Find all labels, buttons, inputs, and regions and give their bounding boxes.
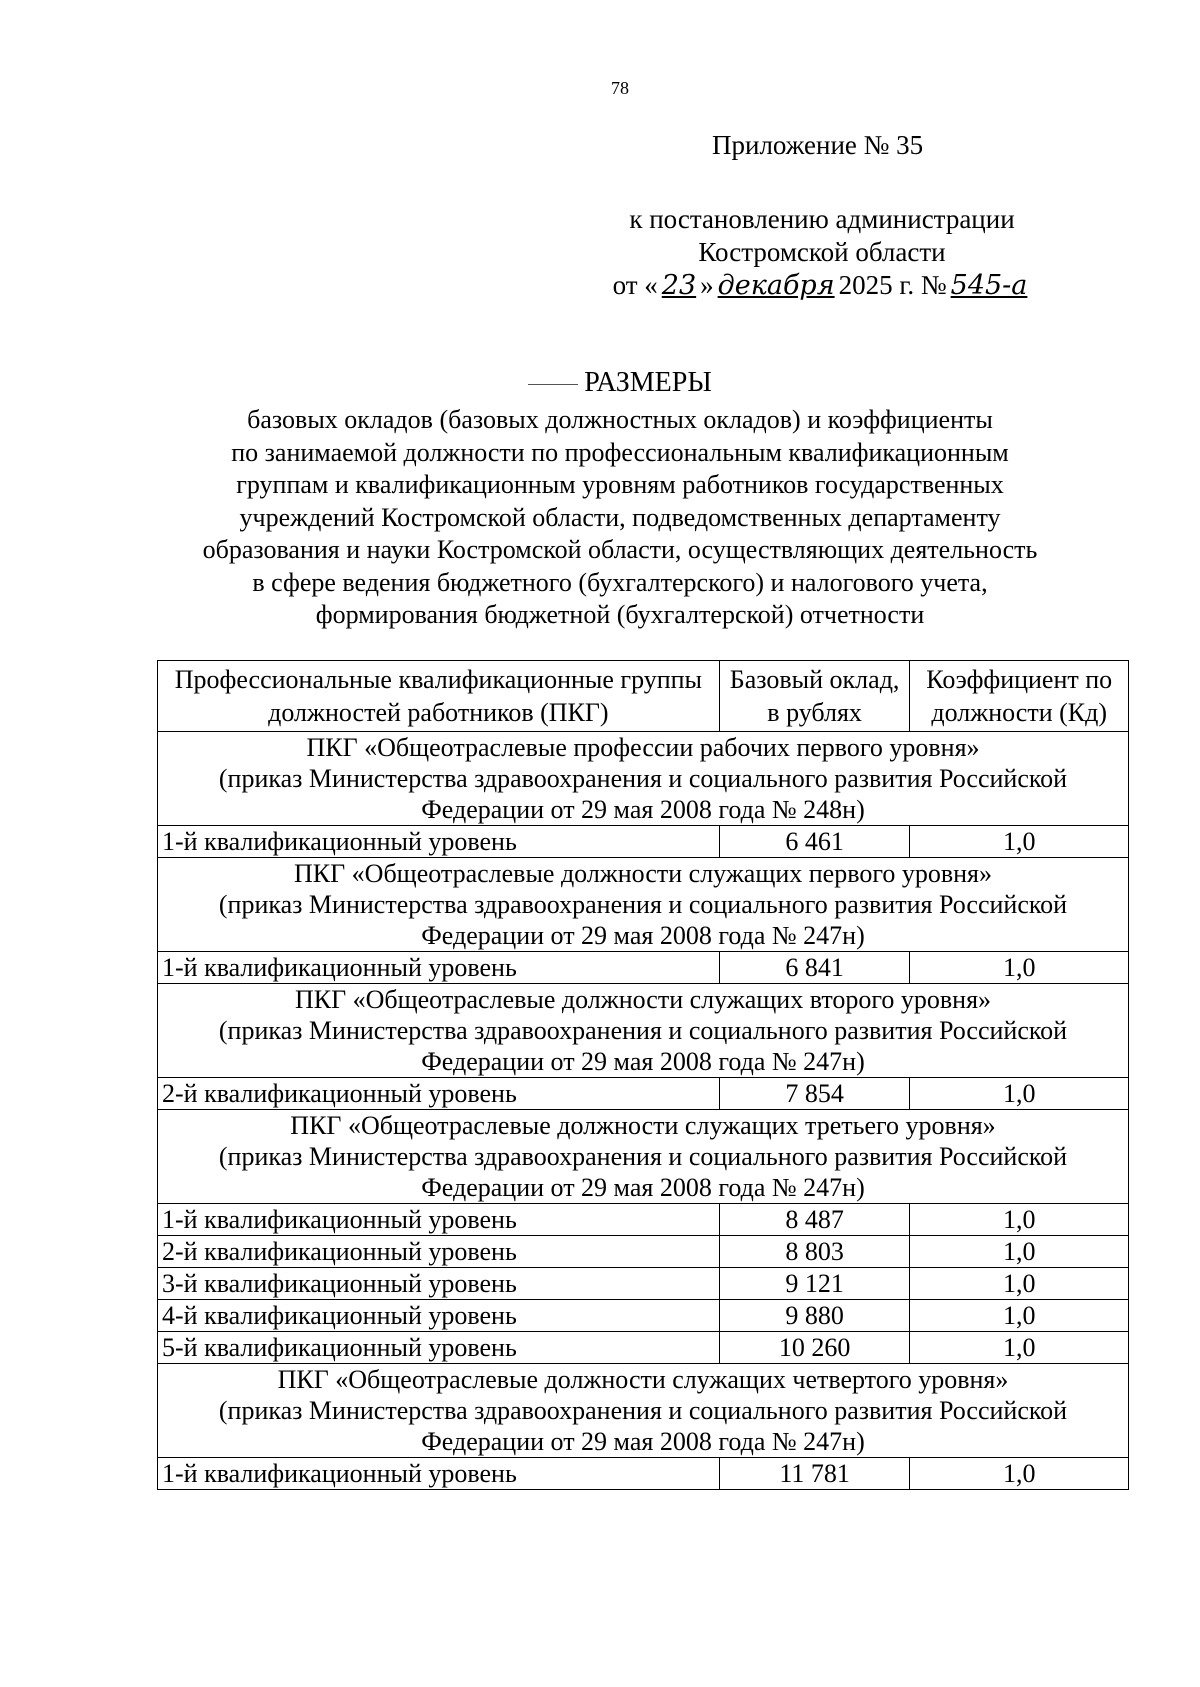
group-row	[158, 858, 1129, 952]
subtitle-line: образования и науки Костромской области, осуществляющих деятельность	[202, 535, 1038, 564]
group-order: (приказ Министерства здравоохранения и социального развития Российской	[218, 1142, 1068, 1171]
level-cell: 1-й квалификационный уровень	[158, 1204, 720, 1236]
coefficient-cell: 1,0	[910, 952, 1129, 984]
salary-table	[157, 660, 1129, 1490]
subtitle-line: в сфере ведения бюджетного (бухгалтерского) и налогового учета,	[252, 567, 988, 597]
group-order: (приказ Министерства здравоохранения и социального развития Российской	[218, 1016, 1068, 1045]
level-cell: 1-й квалификационный уровень	[158, 1458, 720, 1490]
date-month-handwritten: декабря	[717, 270, 835, 301]
coefficient-cell: 1,0	[910, 1268, 1129, 1300]
document-subtitle	[150, 404, 1090, 632]
coefficient-cell: 1,0	[910, 1300, 1129, 1332]
salary-cell: 8 487	[719, 1204, 910, 1236]
coefficient-cell: 1,0	[910, 1078, 1129, 1110]
subtitle-line: учреждений Костромской области, подведомственных департаменту	[239, 502, 1001, 532]
level-cell: 5-й квалификационный уровень	[158, 1332, 720, 1364]
table-header-row	[158, 661, 1129, 732]
date-prefix: от «	[612, 270, 658, 300]
group-row	[158, 1364, 1129, 1458]
group-cell	[158, 858, 1129, 952]
level-cell: 2-й квалификационный уровень	[158, 1236, 720, 1268]
coefficient-cell: 1,0	[910, 826, 1129, 858]
group-cell	[158, 1110, 1129, 1204]
group-order: (приказ Министерства здравоохранения и социального развития Российской	[218, 1396, 1068, 1425]
table-row	[158, 1300, 1129, 1332]
group-order: Федерации от 29 мая 2008 года № 247н)	[421, 921, 865, 950]
decree-date-line	[612, 269, 1032, 302]
table-row	[158, 1268, 1129, 1300]
table-row	[158, 1332, 1129, 1364]
date-year: 2025 г. №	[838, 270, 947, 300]
table-body	[158, 732, 1129, 1490]
table-row	[158, 826, 1129, 858]
table-row	[158, 1236, 1129, 1268]
table-row	[158, 952, 1129, 984]
group-cell	[158, 984, 1129, 1078]
salary-cell: 6 461	[719, 826, 910, 858]
salary-cell: 10 260	[719, 1332, 910, 1364]
level-cell: 1-й квалификационный уровень	[158, 826, 720, 858]
group-order: (приказ Министерства здравоохранения и социального развития Российской	[218, 764, 1068, 793]
subtitle-line: по занимаемой должности по профессиональным квалификационным	[231, 437, 1009, 467]
coefficient-cell: 1,0	[910, 1458, 1129, 1490]
title-text: РАЗМЕРЫ	[584, 367, 712, 398]
salary-cell: 9 121	[719, 1268, 910, 1300]
subtitle-line: группам и квалификационным уровням работников государственных	[236, 470, 1004, 499]
date-mid: »	[700, 270, 714, 300]
header-pkg: Профессиональные квалификационные группы должностей работников (ПКГ)	[158, 661, 720, 732]
level-cell: 3-й квалификационный уровень	[158, 1268, 720, 1300]
document-title	[0, 367, 1200, 399]
group-order: Федерации от 29 мая 2008 года № 247н)	[421, 1047, 865, 1076]
group-title: ПКГ «Общеотраслевые профессии рабочих первого уровня»	[306, 733, 980, 762]
group-row	[158, 984, 1129, 1078]
coefficient-cell: 1,0	[910, 1236, 1129, 1268]
group-title: ПКГ «Общеотраслевые должности служащих первого уровня»	[294, 859, 992, 888]
group-title: ПКГ «Общеотраслевые должности служащих второго уровня»	[294, 985, 992, 1014]
decree-number-handwritten: 545-а	[950, 270, 1028, 301]
date-day-handwritten: 23	[661, 270, 697, 301]
page-number: 78	[611, 78, 629, 98]
group-order: Федерации от 29 мая 2008 года № 247н)	[421, 1173, 865, 1202]
title-dash	[528, 384, 578, 385]
coefficient-cell: 1,0	[910, 1332, 1129, 1364]
group-cell	[158, 1364, 1129, 1458]
salary-cell: 8 803	[719, 1236, 910, 1268]
salary-cell: 9 880	[719, 1300, 910, 1332]
salary-cell: 11 781	[719, 1458, 910, 1490]
subtitle-line: базовых окладов (базовых должностных окладов) и коэффициенты	[247, 405, 993, 434]
decree-line-1: к постановлению администрации	[629, 204, 1015, 234]
appendix-label: Приложение № 35	[712, 130, 924, 160]
decree-line-2: Костромской области	[698, 237, 946, 267]
group-cell	[158, 732, 1129, 826]
salary-cell: 7 854	[719, 1078, 910, 1110]
subtitle-line: формирования бюджетной (бухгалтерской) отчетности	[315, 600, 925, 629]
header-coefficient: Коэффициент по должности (Кд)	[910, 661, 1129, 732]
level-cell: 1-й квалификационный уровень	[158, 952, 720, 984]
group-title: ПКГ «Общеотраслевые должности служащих четвертого уровня»	[277, 1365, 1009, 1394]
group-order: Федерации от 29 мая 2008 года № 248н)	[421, 795, 865, 824]
group-row	[158, 1110, 1129, 1204]
group-title: ПКГ «Общеотраслевые должности служащих третьего уровня»	[290, 1111, 996, 1140]
coefficient-cell: 1,0	[910, 1204, 1129, 1236]
level-cell: 4-й квалификационный уровень	[158, 1300, 720, 1332]
table-row	[158, 1078, 1129, 1110]
header-base-salary: Базовый оклад, в рублях	[719, 661, 910, 732]
group-order: (приказ Министерства здравоохранения и социального развития Российской	[218, 890, 1068, 919]
table-row	[158, 1458, 1129, 1490]
decree-reference	[612, 203, 1032, 302]
level-cell: 2-й квалификационный уровень	[158, 1078, 720, 1110]
salary-cell: 6 841	[719, 952, 910, 984]
table-row	[158, 1204, 1129, 1236]
group-order: Федерации от 29 мая 2008 года № 247н)	[421, 1427, 865, 1456]
group-row	[158, 732, 1129, 826]
